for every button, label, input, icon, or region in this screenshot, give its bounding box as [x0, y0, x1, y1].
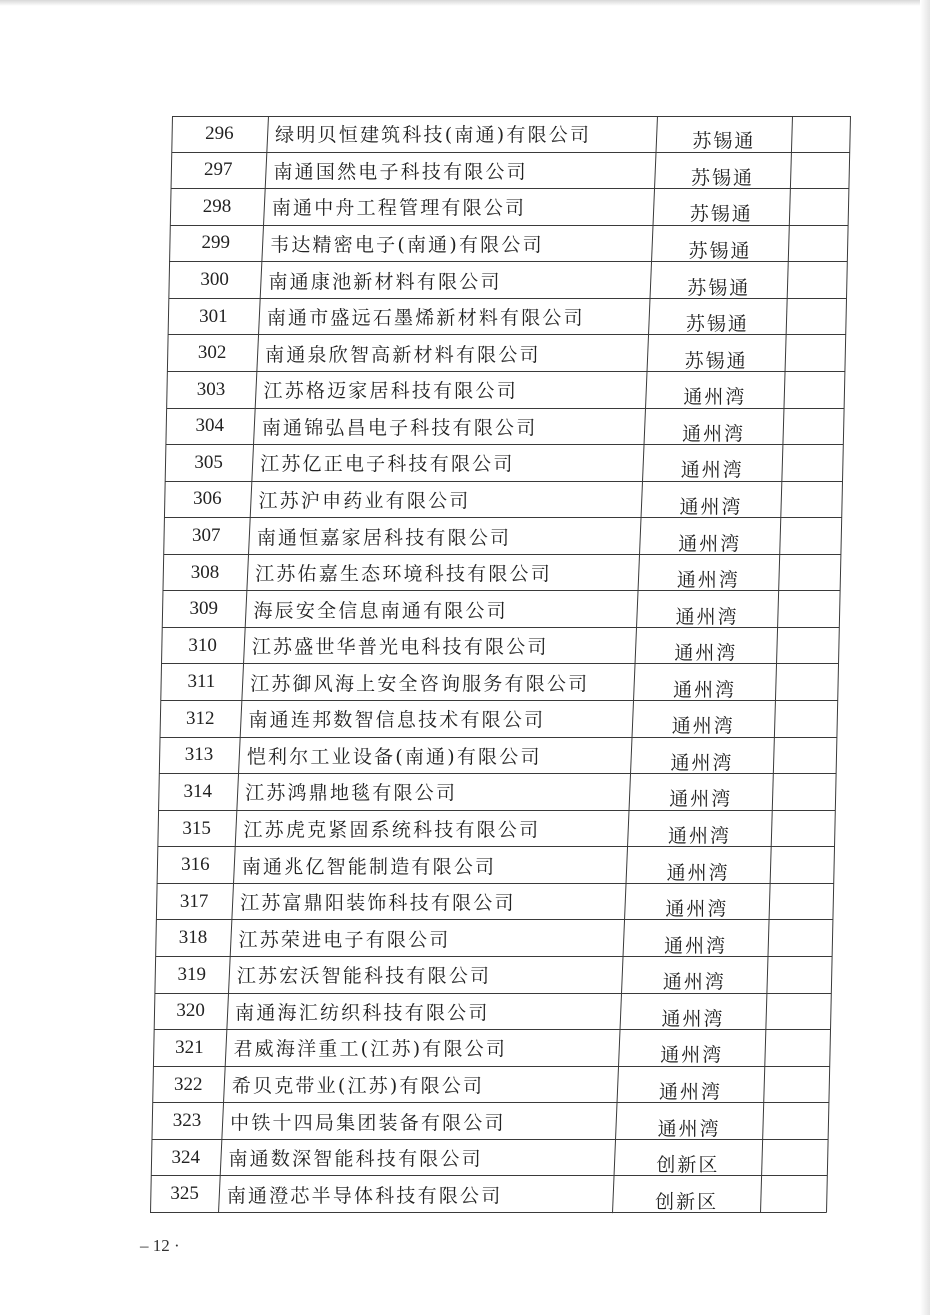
area-cell: 创新区 — [655, 1190, 719, 1212]
table-row — [154, 994, 830, 1031]
row-number-cell: 296 — [205, 122, 234, 144]
table-row — [171, 153, 849, 190]
company-name-cell: 韦达精密电子(南通)有限公司 — [270, 233, 544, 256]
area-cell: 通州湾 — [666, 861, 730, 883]
table-row — [152, 1103, 828, 1140]
area-cell: 通州湾 — [661, 1007, 725, 1030]
company-name-cell: 南通锦弘昌电子科技有限公司 — [261, 416, 538, 439]
row-number-cell: 303 — [196, 378, 226, 400]
row-number-cell: 325 — [170, 1183, 199, 1205]
blank-cell — [786, 299, 845, 335]
blank-cell — [778, 591, 840, 627]
company-name-cell: 江苏鸿鼎地毯有限公司 — [245, 782, 458, 805]
company-name-cell: 南通澄芯半导体科技有限公司 — [226, 1184, 503, 1207]
blank-cell — [773, 738, 836, 774]
area-cell: 通州湾 — [658, 1081, 722, 1103]
row-number-cell: 319 — [177, 963, 207, 985]
area-cell: 通州湾 — [678, 532, 742, 554]
blank-cell — [788, 226, 847, 262]
company-name-cell: 南通市盛远石墨烯新材料有限公司 — [266, 307, 585, 330]
area-cell: 苏锡通 — [685, 313, 749, 335]
row-number-cell: 315 — [182, 817, 211, 839]
table-row — [169, 226, 847, 263]
row-number-cell: 320 — [176, 1000, 205, 1022]
area-cell: 通州湾 — [683, 386, 747, 408]
company-name-cell: 中铁十四局集团装备有限公司 — [230, 1111, 506, 1134]
row-number-cell: 301 — [199, 305, 228, 327]
company-name-cell: 江苏富鼎阳装饰科技有限公司 — [240, 892, 516, 915]
table-row — [153, 1067, 829, 1104]
blank-cell — [762, 1140, 828, 1176]
company-name-cell: 南通海汇纺织科技有限公司 — [235, 1001, 490, 1024]
blank-cell — [785, 335, 845, 371]
row-number-cell: 309 — [189, 598, 219, 620]
page-number: – 12 · — [140, 1236, 180, 1255]
area-cell: 创新区 — [656, 1154, 720, 1176]
company-name-cell: 江苏虎克紧固系统科技有限公司 — [243, 819, 541, 842]
table-row — [165, 445, 842, 482]
blank-cell — [765, 1030, 830, 1066]
row-number-cell: 323 — [172, 1110, 202, 1132]
row-number-cell: 305 — [194, 451, 223, 473]
blank-cell — [782, 445, 843, 481]
company-name-cell: 江苏荣进电子有限公司 — [238, 928, 451, 951]
area-cell: 苏锡通 — [688, 239, 752, 262]
company-name-cell: 南通数深智能科技有限公司 — [228, 1148, 483, 1171]
company-name-cell: 江苏盛世华普光电科技有限公司 — [251, 636, 549, 659]
table-row — [168, 299, 846, 336]
row-number-cell: 312 — [185, 707, 215, 729]
row-number-cell: 299 — [201, 232, 231, 254]
table-row — [158, 811, 835, 848]
blank-cell — [780, 518, 841, 554]
table-row — [155, 957, 831, 994]
area-cell: 通州湾 — [670, 751, 734, 774]
company-name-cell: 南通恒嘉家居科技有限公司 — [256, 526, 512, 549]
blank-cell — [772, 774, 835, 810]
area-cell: 通州湾 — [660, 1044, 724, 1066]
blank-cell — [766, 994, 831, 1030]
table-row — [161, 628, 838, 665]
row-number-cell: 314 — [183, 780, 213, 802]
company-name-cell: 江苏佑嘉生态环境科技有限公司 — [255, 563, 552, 586]
row-number-cell: 316 — [181, 854, 210, 876]
table-row — [164, 518, 841, 555]
company-name-cell: 南通泉欣智高新材料有限公司 — [265, 343, 541, 366]
blank-cell — [783, 409, 843, 445]
area-cell: 通州湾 — [665, 898, 729, 920]
company-name-cell: 恺利尔工业设备(南通)有限公司 — [246, 745, 542, 768]
table-row — [170, 189, 848, 226]
blank-cell — [769, 884, 833, 920]
row-number-cell: 297 — [203, 159, 233, 181]
table-row — [158, 774, 835, 811]
area-cell: 苏锡通 — [687, 276, 751, 298]
area-cell: 苏锡通 — [684, 349, 748, 371]
company-name-cell: 南通连邦数智信息技术有限公司 — [248, 709, 546, 732]
blank-cell — [791, 116, 849, 152]
company-name-cell: 君威海洋重工(江苏)有限公司 — [233, 1038, 508, 1061]
blank-cell — [781, 482, 842, 518]
table-row — [156, 920, 833, 957]
table-row — [156, 884, 833, 921]
area-cell: 苏锡通 — [689, 203, 753, 225]
blank-cell — [768, 920, 832, 956]
company-name-cell: 绿明贝恒建筑科技(南通)有限公司 — [275, 124, 592, 147]
blank-cell — [777, 628, 839, 664]
row-number-cell: 324 — [171, 1146, 201, 1168]
table-row — [153, 1030, 829, 1067]
row-number-cell: 310 — [188, 634, 217, 656]
blank-cell — [771, 811, 834, 847]
blank-cell — [767, 957, 831, 993]
blank-cell — [790, 153, 848, 189]
table-row — [167, 335, 845, 372]
area-cell: 通州湾 — [680, 459, 744, 481]
row-number-cell: 298 — [202, 195, 232, 217]
row-number-cell: 317 — [179, 890, 209, 912]
company-name-cell: 江苏宏沃智能科技有限公司 — [236, 965, 492, 988]
table-row — [163, 555, 840, 592]
company-name-cell: 希贝克带业(江苏)有限公司 — [231, 1075, 485, 1097]
row-number-cell: 304 — [195, 415, 225, 437]
row-number-cell: 307 — [191, 525, 221, 546]
blank-cell — [774, 701, 836, 737]
blank-cell — [787, 262, 846, 298]
area-cell: 通州湾 — [669, 788, 733, 810]
table-row — [150, 1176, 826, 1213]
row-number-cell: 318 — [178, 927, 208, 949]
row-number-cell: 311 — [187, 671, 216, 693]
row-number-cell: 306 — [193, 488, 222, 510]
area-cell: 通州湾 — [679, 495, 743, 518]
area-cell: 通州湾 — [657, 1117, 721, 1139]
row-number-cell: 300 — [200, 269, 229, 291]
table-row — [172, 116, 850, 153]
company-name-cell: 江苏御风海上安全咨询服务有限公司 — [250, 672, 590, 695]
company-name-cell: 南通中舟工程管理有限公司 — [271, 197, 527, 220]
area-cell: 苏锡通 — [691, 166, 755, 189]
company-name-cell: 南通国然电子科技有限公司 — [273, 160, 528, 183]
area-cell: 通州湾 — [664, 934, 728, 957]
area-cell: 通州湾 — [675, 605, 739, 627]
row-number-cell: 322 — [173, 1073, 203, 1095]
area-cell: 通州湾 — [667, 825, 731, 847]
table-row — [169, 262, 847, 299]
company-name-cell: 江苏格迈家居科技有限公司 — [263, 380, 518, 403]
blank-cell — [770, 847, 833, 883]
row-number-cell: 302 — [197, 342, 227, 364]
blank-cell — [789, 189, 848, 225]
area-cell: 通州湾 — [676, 569, 740, 591]
company-name-cell: 江苏亿正电子科技有限公司 — [260, 453, 515, 476]
table-row — [167, 372, 845, 409]
blank-cell — [761, 1176, 827, 1212]
area-cell: 通州湾 — [673, 678, 737, 701]
table-row — [151, 1140, 827, 1177]
table-row — [160, 701, 837, 738]
row-number-cell: 321 — [175, 1036, 204, 1058]
blank-cell — [775, 665, 837, 701]
table-row — [159, 738, 836, 775]
table-row — [161, 665, 838, 702]
blank-cell — [784, 372, 844, 408]
company-name-cell: 南通兆亿智能制造有限公司 — [241, 855, 497, 878]
row-number-cell: 313 — [184, 744, 214, 766]
table-row — [164, 482, 841, 519]
table-row — [162, 591, 839, 628]
area-cell: 通州湾 — [671, 715, 735, 737]
company-name-cell: 江苏沪申药业有限公司 — [258, 489, 471, 512]
blank-cell — [764, 1067, 829, 1103]
blank-cell — [779, 555, 840, 591]
area-cell: 通州湾 — [662, 971, 726, 993]
area-cell: 苏锡通 — [692, 130, 756, 152]
table-row — [166, 409, 843, 446]
row-number-cell: 308 — [190, 561, 220, 583]
blank-cell — [763, 1103, 828, 1139]
table-row — [157, 847, 834, 884]
company-name-cell: 南通康池新材料有限公司 — [268, 270, 502, 293]
area-cell: 通州湾 — [682, 422, 746, 445]
company-name-cell: 海辰安全信息南通有限公司 — [253, 599, 508, 622]
area-cell: 通州湾 — [674, 642, 738, 664]
